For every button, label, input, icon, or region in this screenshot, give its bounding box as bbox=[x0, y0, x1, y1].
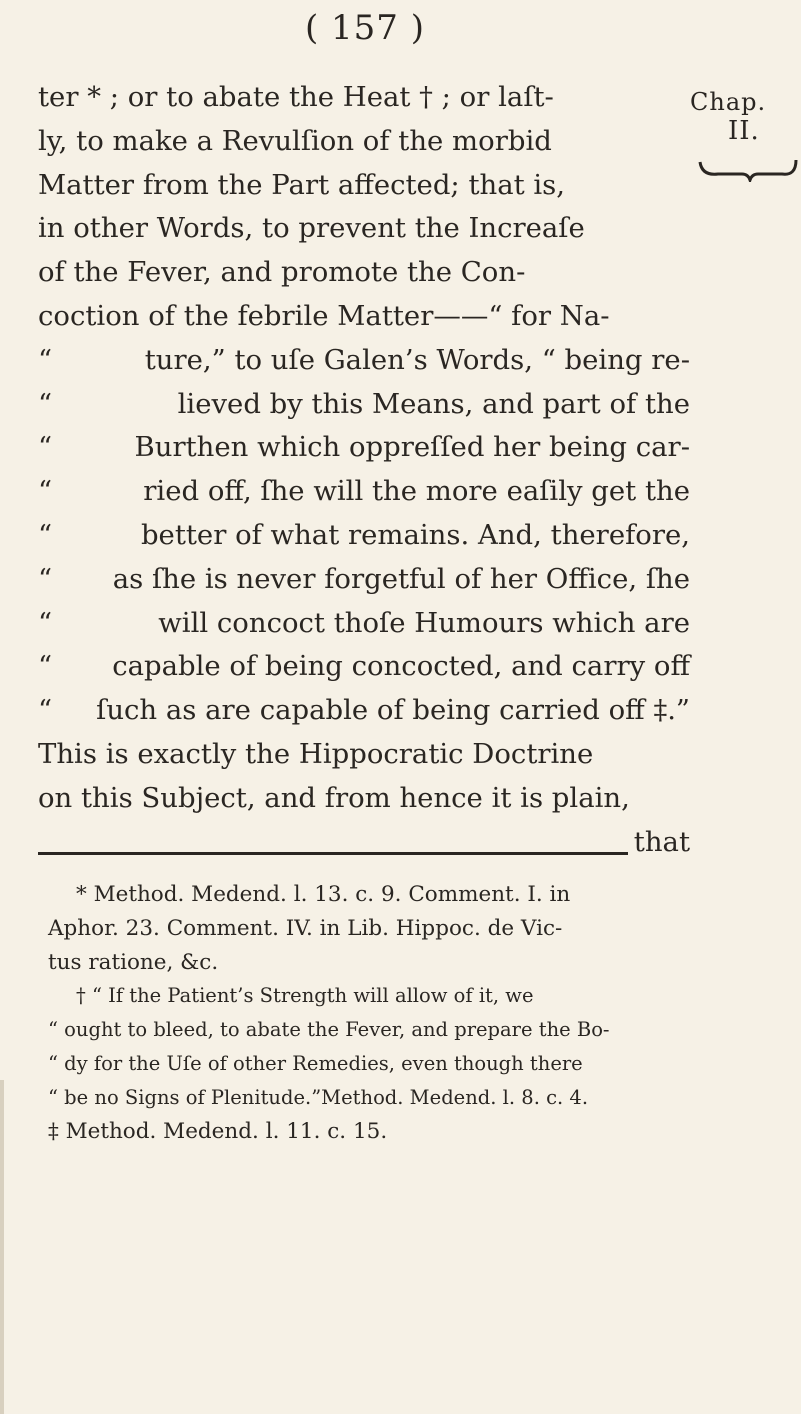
footnote-line: Aphor. 23. Comment. IV. in Lib. Hippoc. de Vic- bbox=[48, 915, 563, 941]
chapter-label: Chap. bbox=[690, 88, 767, 116]
page-edge bbox=[0, 1080, 4, 1414]
line-text: ter * ; or to abate the Heat † ; or laſt- bbox=[38, 81, 554, 113]
line-text: in other Words, to prevent the Increaſe bbox=[38, 212, 585, 245]
body-text bbox=[38, 76, 690, 864]
line-text: ly, to make a Revulſion of the morbid bbox=[38, 124, 552, 157]
quote-mark: “ bbox=[38, 343, 53, 376]
line-text: ture,” to uſe Galen’s Words, “ being re- bbox=[144, 343, 690, 376]
text-line bbox=[38, 207, 690, 251]
text-line bbox=[38, 777, 690, 821]
quote-mark: “ bbox=[38, 606, 53, 639]
text-line bbox=[38, 558, 690, 602]
chapter-brace-icon bbox=[698, 158, 798, 182]
line-text: will concoct thoſe Humours which are bbox=[158, 606, 690, 639]
quote-mark: “ bbox=[38, 694, 53, 727]
quote-mark: “ bbox=[38, 387, 53, 420]
text-line bbox=[38, 514, 690, 558]
quote-mark: “ bbox=[38, 650, 53, 683]
quote-mark: “ bbox=[38, 431, 53, 464]
quote-mark: “ bbox=[38, 475, 53, 508]
text-line bbox=[38, 339, 690, 383]
footnote-line: * Method. Medend. l. 13. c. 9. Comment. I. in bbox=[76, 882, 571, 907]
line-text: Matter from the Part affected; that is, bbox=[38, 168, 566, 201]
footnotes bbox=[48, 878, 638, 1148]
text-line bbox=[38, 76, 690, 120]
line-text: lieved by this Means, and part of the bbox=[177, 387, 690, 420]
line-text: Burthen which oppreſſed her being car- bbox=[134, 431, 690, 464]
footnote-line: tus ratione, &c. bbox=[48, 949, 219, 975]
quote-mark: “ bbox=[38, 562, 53, 595]
page-number: ( 157 ) bbox=[304, 8, 426, 48]
footnote-line: “ be no Signs of Plenitude.”Method. Medend. l. 8. c. 4. bbox=[48, 1085, 589, 1109]
line-text: This is exactly the Hippocratic Doctrine bbox=[38, 737, 594, 770]
text-line bbox=[38, 689, 690, 733]
footnote-line: “ dy for the Uſe of other Remedies, even though there bbox=[48, 1051, 583, 1075]
line-text: coction of the febrile Matter——“ for Na- bbox=[38, 299, 610, 332]
text-line bbox=[38, 251, 690, 295]
line-text: on this Subject, and from hence it is plain, bbox=[38, 781, 630, 814]
line-text: capable of being concocted, and carry off bbox=[112, 650, 690, 683]
catchword-line bbox=[38, 821, 690, 865]
line-text: as ſhe is never forgetful of her Office, ſhe bbox=[112, 562, 690, 595]
quote-mark: “ bbox=[38, 518, 53, 551]
text-line bbox=[38, 645, 690, 689]
text-line bbox=[38, 733, 690, 777]
text-line bbox=[38, 383, 690, 427]
text-line bbox=[38, 164, 690, 208]
text-line bbox=[38, 470, 690, 514]
text-line bbox=[38, 426, 690, 470]
line-text: ried off, ſhe will the more eaſily get the bbox=[143, 475, 690, 508]
chapter-margin-note bbox=[690, 88, 801, 146]
line-text: ſuch as are capable of being carried off ‡.” bbox=[96, 694, 690, 727]
footnote-line: † “ If the Patient’s Strength will allow of it, we bbox=[76, 984, 534, 1008]
line-text: of the Fever, and promote the Con- bbox=[38, 256, 526, 289]
chapter-number: II. bbox=[728, 116, 760, 146]
catchword: that bbox=[633, 825, 690, 858]
line-text: better of what remains. And, therefore, bbox=[140, 518, 690, 551]
footnote-line: “ ought to bleed, to abate the Fever, and prepare the Bo- bbox=[48, 1018, 610, 1042]
text-line bbox=[38, 602, 690, 646]
text-line bbox=[38, 295, 690, 339]
text-line bbox=[38, 120, 690, 164]
footnote-line: ‡ Method. Medend. l. 11. c. 15. bbox=[48, 1118, 388, 1144]
footnote-divider bbox=[38, 852, 628, 855]
